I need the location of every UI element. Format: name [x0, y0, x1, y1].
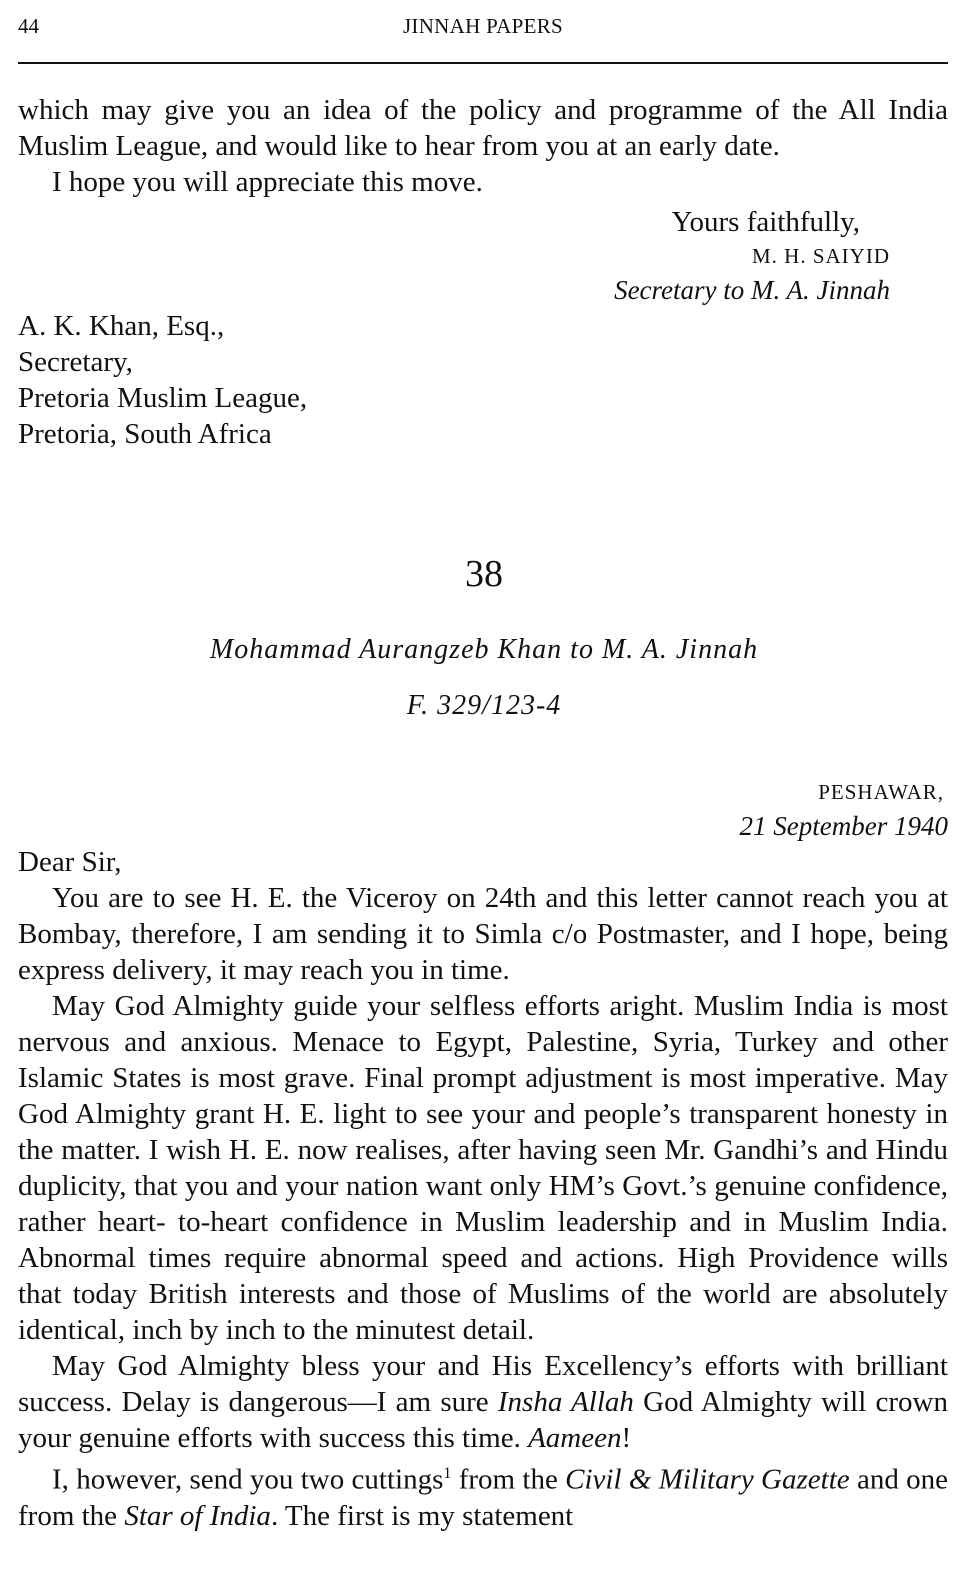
- text-run: God Almighty will crown your genuine efforts with success this time.: [18, 1386, 948, 1454]
- text-run: May God Almighty bless your and His Excellency’s efforts with brilliant success. Delay is dangerous—I am sure: [18, 1350, 948, 1418]
- document-number: 38: [465, 553, 503, 595]
- footnote-marker[interactable]: 1: [443, 1465, 452, 1482]
- italic-phrase: Insha Allah: [497, 1386, 634, 1418]
- prev-paragraph-1: which may give you an idea of the policy and programme of the All India Muslim League, and would like to hear from you at an early date.: [18, 94, 948, 162]
- header-rule: [18, 62, 948, 64]
- page-number: 44: [18, 14, 39, 38]
- text-run: I, however, send you two cuttings: [52, 1463, 444, 1496]
- newspaper-title: Star of India: [124, 1499, 271, 1532]
- letter-paragraph-4: [18, 1456, 948, 1534]
- document-reference: F. 329/123-4: [406, 690, 562, 721]
- closing: Yours faithfully,: [671, 206, 860, 238]
- signature-block: [18, 204, 948, 308]
- running-title: JINNAH PAPERS: [402, 14, 564, 38]
- address-line: A. K. Khan, Esq.,: [18, 310, 225, 342]
- letter-paragraph-2: May God Almighty guide your selfless efforts aright. Muslim India is most nervous and anxious. Menace to Egypt, Palestine, Syria, Turkey and other Islamic States is most grave. Final prompt adjustment is most imperative. May God Almighty grant H. E. light to see your and people’s transparent honesty in the matter. I wish H. E. now realises, after having seen Mr. Gandhi’s and Hindu duplicity, that you and your nation want only HM’s Govt.’s genuine confidence, rather heart- to-heart confidence in Muslim leadership and in Muslim India. Abnormal times require abnormal speed and actions. High Providence wills that today British interests and those of Muslims of the world are absolutely identical, inch by inch to the minutest detail.: [18, 990, 948, 1346]
- signatory-name: M. H. SAIYID: [752, 244, 890, 268]
- italic-phrase: Aameen: [528, 1422, 622, 1454]
- prev-paragraph-2: I hope you will appreciate this move.: [52, 166, 483, 198]
- page-header: [18, 14, 948, 44]
- document-title: Mohammad Aurangzeb Khan to M. A. Jinnah: [209, 634, 759, 665]
- address-line: Secretary,: [18, 346, 133, 378]
- letter-38: [18, 776, 948, 1534]
- text-run: !: [621, 1422, 632, 1454]
- letter-paragraph-3: [18, 1348, 948, 1456]
- text-run: and one from the: [18, 1463, 949, 1532]
- letter-paragraph-1: You are to see H. E. the Viceroy on 24th and this letter cannot reach you at Bombay, therefore, I am sending it to Simla c/o Postmaster, and I hope, being express delivery, it may reach you in time.: [18, 882, 948, 986]
- signatory-title: Secretary to M. A. Jinnah: [614, 275, 890, 305]
- address-line: Pretoria, South Africa: [18, 418, 272, 450]
- addressee-block: [18, 308, 948, 452]
- letter-date: 21 September 1940: [739, 811, 948, 841]
- previous-letter: [18, 92, 948, 452]
- text-run: . The first is my statement: [270, 1499, 574, 1532]
- address-line: Pretoria Muslim League,: [18, 382, 308, 414]
- text-run: from the: [451, 1463, 566, 1496]
- letter-place: PESHAWAR,: [818, 780, 944, 804]
- salutation: Dear Sir,: [18, 846, 122, 878]
- newspaper-title: Civil & Military Gazette: [565, 1463, 850, 1496]
